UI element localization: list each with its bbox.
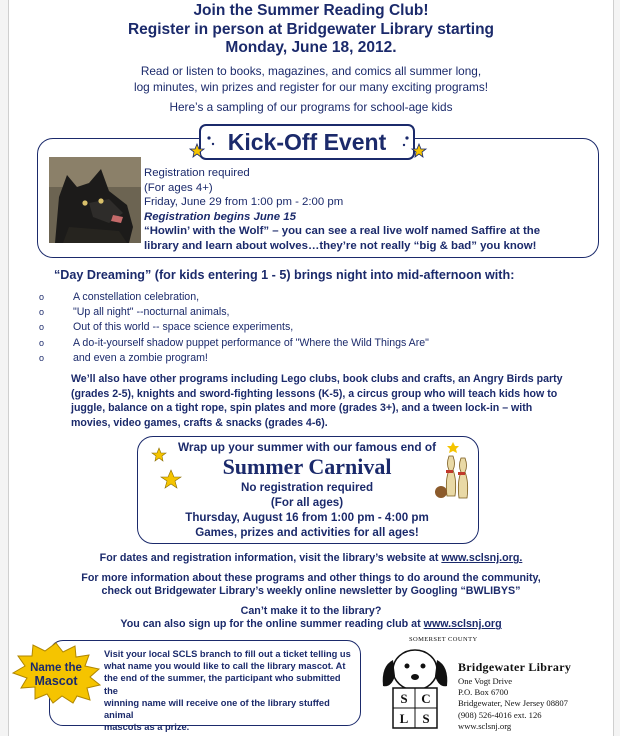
mascot-line-4: winning name will receive one of the library stuffed animal bbox=[104, 697, 330, 721]
carnival-games: Games, prizes and activities for all ages! bbox=[195, 526, 419, 539]
page-title bbox=[9, 2, 613, 58]
library-web[interactable]: www.sclsnj.org bbox=[458, 720, 512, 731]
mascot-line-2: what name you would like to call the library mascot. At bbox=[104, 661, 346, 672]
intro-line-1: Read or listen to books, magazines, and comics all summer long, bbox=[140, 64, 482, 78]
list-item: o and even a zombie program! bbox=[39, 351, 429, 366]
name-the-mascot-badge bbox=[9, 642, 103, 704]
mascot-description bbox=[104, 648, 352, 733]
intro-line-2: log minutes, win prizes and register for our many exciting programs! bbox=[133, 79, 489, 94]
dates-info bbox=[9, 552, 613, 566]
dates-info-text: For dates and registration information, visit the library’s website at bbox=[99, 552, 442, 564]
other-line-1: We’ll also have other programs including Lego clubs, book clubs and crafts, an Angry Birds party bbox=[71, 373, 563, 385]
mascot-line-3: the end of the summer, the participant who submitted the bbox=[104, 673, 341, 696]
kickoff-registration-begins: Registration begins June 15 bbox=[144, 210, 296, 223]
more-info-line-1: For more information about these programs and other things to do around the community, bbox=[81, 571, 541, 584]
logo-letter: C bbox=[421, 691, 431, 706]
carnival-wrap-text: Wrap up your summer with our famous end of bbox=[177, 440, 437, 454]
kickoff-ages: (For ages 4+) bbox=[144, 181, 213, 194]
kickoff-datetime: Friday, June 29 from 1:00 pm - 2:00 pm bbox=[144, 196, 344, 208]
star-icon bbox=[189, 134, 217, 160]
cant-make-it: Can’t make it to the library? bbox=[240, 604, 382, 617]
star-icon bbox=[149, 446, 189, 496]
badge-text-2: Mascot bbox=[34, 674, 78, 688]
logo-letter: S bbox=[422, 711, 430, 726]
header-line-2: Register in person at Bridgewater Library starting bbox=[127, 20, 495, 38]
library-name: Bridgewater Library bbox=[458, 660, 572, 674]
other-line-4: movies, video games, crafts & snacks (grades 4-6). bbox=[71, 416, 328, 429]
carnival-ages: (For all ages) bbox=[270, 496, 344, 509]
carnival-title: Summer Carnival bbox=[222, 454, 392, 479]
daydreaming-list bbox=[39, 290, 429, 366]
header-line-3: Monday, June 18, 2012. bbox=[225, 39, 397, 56]
library-phone: (908) 526-4016 ext. 126 bbox=[458, 709, 542, 720]
library-county: SOMERSET COUNTY bbox=[409, 636, 478, 643]
online-signup-text: You can also sign up for the online summer reading club at bbox=[120, 618, 424, 631]
website-link-2[interactable]: www.sclsnj.org bbox=[423, 618, 502, 631]
list-item: o A constellation celebration, bbox=[39, 290, 429, 305]
kickoff-registration: Registration required bbox=[144, 167, 250, 179]
info-section bbox=[9, 552, 613, 632]
mascot-line-1: Visit your local SCLS branch to fill out a ticket telling us bbox=[104, 649, 351, 659]
library-mascot-logo bbox=[375, 644, 455, 732]
intro-line-3: Here’s a sampling of our programs for school-age kids bbox=[169, 100, 453, 114]
address-line-1: One Vogt Drive bbox=[458, 676, 513, 686]
carnival-registration: No registration required bbox=[240, 481, 374, 494]
other-programs bbox=[71, 372, 581, 430]
website-link[interactable]: www.sclsnj.org. bbox=[441, 552, 523, 564]
bowling-pins-icon bbox=[433, 440, 473, 504]
star-icon bbox=[401, 134, 429, 160]
header-line-1: Join the Summer Reading Club! bbox=[193, 2, 429, 19]
online-signup bbox=[9, 618, 613, 632]
address-line-3: Bridgewater, New Jersey 08807 bbox=[458, 698, 568, 709]
kickoff-details bbox=[144, 166, 564, 253]
other-line-2: (grades 2-5), knights and sword-fighting lessons (K-5), a circus group who will teach kids how to bbox=[71, 387, 558, 400]
flyer-page bbox=[8, 0, 614, 736]
intro-text bbox=[9, 64, 613, 116]
other-line-3: juggle, balance on a tight rope, spin plates and more (grades 3+), and a tween lock-in – with bbox=[71, 402, 533, 415]
list-item: o Out of this world -- space science experiments, bbox=[39, 320, 429, 335]
list-item: o "Up all night" --nocturnal animals, bbox=[39, 305, 429, 320]
wolf-photo bbox=[49, 157, 141, 243]
kickoff-title: Kick-Off Event bbox=[199, 124, 415, 160]
badge-text-1: Name the bbox=[30, 662, 82, 674]
mascot-line-5: mascots as a prize. bbox=[104, 722, 190, 733]
logo-letter: S bbox=[400, 691, 408, 706]
more-info-line-2: check out Bridgewater Library’s weekly online newsletter by Googling “BWLIBYS” bbox=[101, 585, 521, 598]
kickoff-description-2: library and learn about wolves…they’re not really “big & bad” you know! bbox=[144, 239, 537, 252]
library-address bbox=[458, 676, 568, 732]
carnival-datetime: Thursday, August 16 from 1:00 pm - 4:00 pm bbox=[185, 511, 429, 524]
daydreaming-heading: “Day Dreaming” (for kids entering 1 - 5) brings night into mid-afternoon with: bbox=[54, 268, 515, 282]
address-line-2: P.O. Box 6700 bbox=[458, 687, 509, 698]
logo-letter: L bbox=[399, 711, 409, 726]
list-item: o A do-it-yourself shadow puppet performance of "Where the Wild Things Are" bbox=[39, 336, 429, 351]
kickoff-description-1: “Howlin’ with the Wolf” – you can see a real live wolf named Saffire at the bbox=[144, 225, 541, 237]
